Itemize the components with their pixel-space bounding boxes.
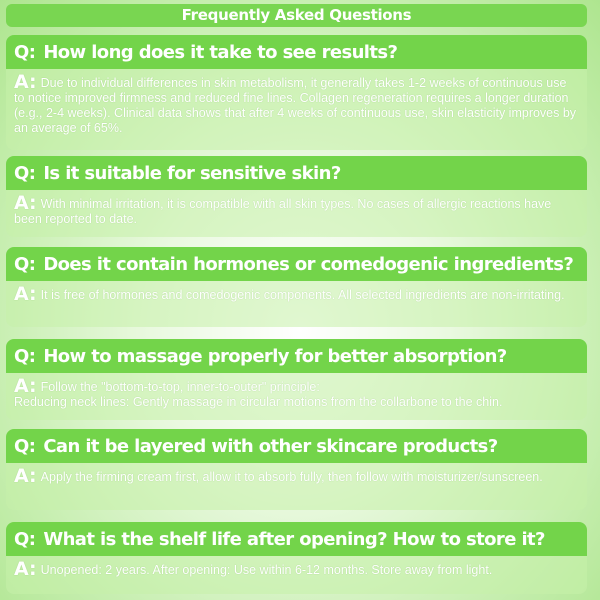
question-text: Can it be layered with other skincare products? [43, 435, 498, 457]
q-label: Q: [14, 41, 36, 63]
page-title: Frequently Asked Questions [6, 4, 587, 27]
question-text: How to massage properly for better absorption? [43, 345, 507, 367]
answer-text: With minimal irritation, it is compatible with all skin types. No cases of allergic reactions have been reported to date. [14, 197, 552, 226]
a-label: A: [14, 192, 37, 214]
a-label: A: [14, 375, 37, 397]
faq-item-sensitive-skin [6, 156, 587, 237]
answer-text: Apply the firming cream first, allow it to absorb fully, then follow with moisturizer/sunscreen. [40, 470, 543, 484]
q-label: Q: [14, 435, 36, 457]
faq-item-layering [6, 429, 587, 510]
q-label: Q: [14, 345, 36, 367]
answer-text: Follow the "bottom-to-top, inner-to-outer" principle: [40, 380, 320, 394]
question-text: What is the shelf life after opening? How to store it? [43, 528, 545, 550]
faq-answer [6, 69, 587, 136]
answer-text: It is free of hormones and comedogenic components. All selected ingredients are non-irritating. [40, 288, 565, 302]
a-label: A: [14, 283, 37, 305]
faq-answer [6, 190, 587, 227]
question-text: How long does it take to see results? [43, 41, 398, 63]
a-label: A: [14, 558, 37, 580]
faq-question [6, 339, 587, 373]
answer-text-extra: Reducing neck lines: Gently massage in circular motions from the collarbone to the chin. [14, 395, 503, 409]
faq-question [6, 35, 587, 69]
answer-text: Due to individual differences in skin metabolism, it generally takes 1-2 weeks of continuous use to notice improved firmness and reduced fine lines. Collagen regeneration requires a longer duration (e.g., 2-4 weeks). Clinical data shows that after 4 weeks of continuous use, skin elasticity improves by an average of 65%. [14, 76, 577, 135]
faq-item-ingredients [6, 247, 587, 327]
faq-item-shelf-life [6, 522, 587, 594]
faq-question [6, 522, 587, 556]
faq-answer [6, 281, 587, 303]
faq-question [6, 247, 587, 281]
faq-item-massage [6, 339, 587, 420]
q-label: Q: [14, 253, 36, 275]
q-label: Q: [14, 528, 36, 550]
faq-answer [6, 463, 587, 485]
a-label: A: [14, 71, 37, 93]
question-text: Does it contain hormones or comedogenic ingredients? [43, 253, 574, 275]
faq-answer [6, 556, 587, 578]
answer-text: Unopened: 2 years. After opening: Use within 6-12 months. Store away from light. [40, 563, 493, 577]
faq-question [6, 156, 587, 190]
a-label: A: [14, 465, 37, 487]
q-label: Q: [14, 162, 36, 184]
faq-answer [6, 373, 587, 410]
faq-item-results [6, 35, 587, 150]
faq-question [6, 429, 587, 463]
question-text: Is it suitable for sensitive skin? [43, 162, 341, 184]
